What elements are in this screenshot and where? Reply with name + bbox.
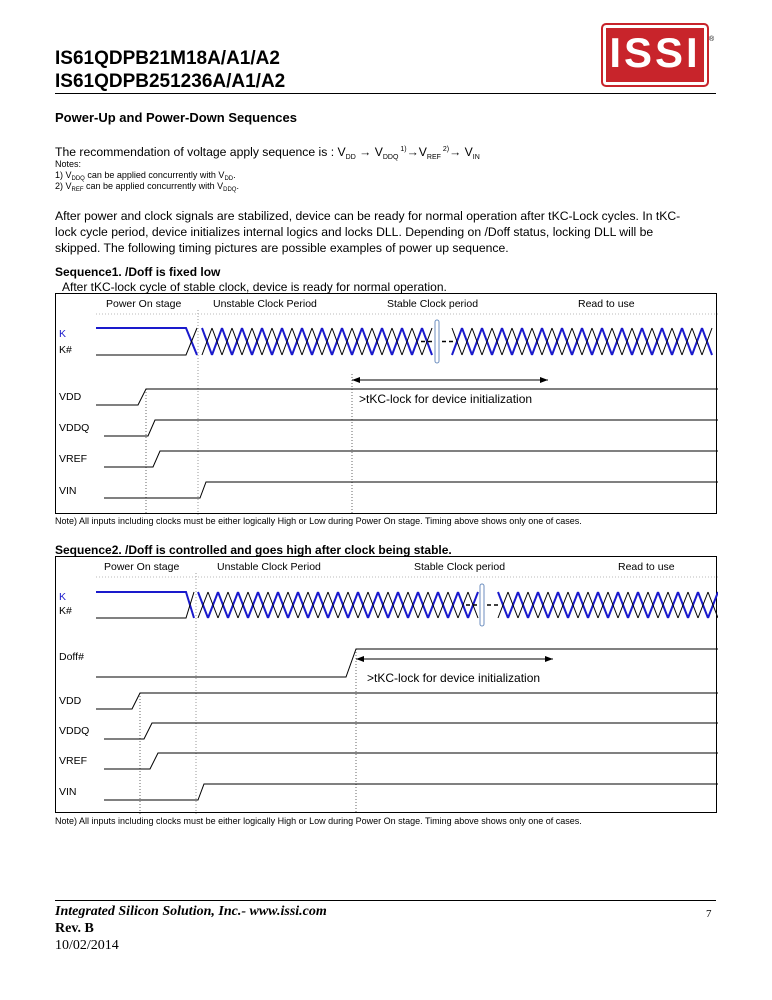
sub-ddq: DDQ — [382, 154, 399, 161]
seq1-tkc-arrow — [352, 374, 548, 515]
seq1-note: Note) All inputs including clocks must be either logically High or Low during Power On stage. Timing above shows only one of cases. — [55, 516, 582, 526]
voltage-sequence-line — [55, 144, 720, 163]
seq2-arrow-label: >tKC-lock for device initialization — [367, 671, 541, 685]
header-rule — [55, 93, 716, 94]
seq2-tkc-arrow — [356, 656, 553, 662]
seq1-subtitle: After tKC-lock cycle of stable clock, device is ready for normal operation. — [62, 280, 447, 294]
seq1-label-vddq: VDDQ — [59, 422, 90, 434]
seq2-label-doff: Doff# — [59, 651, 84, 663]
seq1-clock-waves — [202, 320, 712, 363]
section-title: Power-Up and Power-Down Sequences — [55, 110, 297, 125]
seq2-waveforms — [56, 557, 718, 814]
n1c: can be applied concurrently with V — [84, 170, 225, 180]
seq2-label-vin: VIN — [59, 786, 77, 798]
paragraph-line1: After power and clock signals are stabilized, device can be ready for normal operation after tKC-Lock cycles. In tKC- — [55, 209, 681, 223]
seq1-arrow-label: >tKC-lock for device initialization — [359, 392, 533, 406]
seq2-label-vref: VREF — [59, 755, 88, 767]
seq2-title: Sequence2. /Doff is controlled and goes high after clock being stable. — [55, 543, 452, 557]
seq2-label-k: K — [59, 591, 67, 603]
footer-company: Integrated Silicon Solution, Inc.- www.issi.com — [55, 904, 327, 919]
seq2-timing-diagram — [55, 556, 717, 813]
n2d: DDQ — [223, 187, 237, 193]
clock-break-marker — [435, 320, 439, 363]
sup-2: 2) — [440, 146, 450, 153]
arrow-v: → V — [355, 145, 383, 159]
sub-dd: DD — [345, 154, 356, 161]
sup-1: 1) — [398, 146, 407, 153]
doc-title-line1: IS61QDPB21M18A/A1/A2 — [55, 48, 280, 69]
n1a: 1) V — [55, 170, 72, 180]
seq2-stage-power-on: Power On stage — [104, 561, 180, 573]
arrow-v3: → V — [449, 145, 473, 159]
n1d: DD — [224, 176, 234, 182]
arrow-v2: →V — [406, 145, 427, 159]
n2c: can be applied concurrently with V — [83, 181, 224, 191]
registered-mark: ® — [709, 36, 715, 43]
page-number: 7 — [706, 908, 712, 920]
n1e: . — [233, 170, 236, 180]
seq1-label-kbar: K# — [59, 344, 72, 356]
seq1-stage-power-on: Power On stage — [106, 298, 182, 310]
sub-ref: REF — [426, 154, 441, 161]
seq2-stage-unstable: Unstable Clock Period — [217, 561, 321, 573]
notes-label: Notes: — [55, 159, 82, 169]
seq1-stage-read: Read to use — [578, 298, 635, 310]
seq1-label-vdd: VDD — [59, 391, 82, 403]
seq1-stage-stable: Stable Clock period — [387, 298, 479, 310]
sub-in: IN — [472, 154, 480, 161]
n2a: 2) V — [55, 181, 72, 191]
seq2-note: Note) All inputs including clocks must be either logically High or Low during Power On stage. Timing above shows only one of cases. — [55, 816, 582, 826]
doc-title-line2: IS61QDPB251236A/A1/A2 — [55, 71, 286, 92]
intro-paragraph — [55, 208, 720, 256]
recommend-text: The recommendation of voltage apply sequence is : V — [55, 145, 346, 159]
seq1-waveforms — [56, 294, 718, 515]
n2b: REF — [71, 187, 84, 193]
n1b: DDQ — [71, 176, 85, 182]
clock-break-marker — [480, 584, 484, 626]
seq1-label-vref: VREF — [59, 453, 88, 465]
seq2-stage-read: Read to use — [618, 561, 675, 573]
seq1-label-k: K — [59, 328, 67, 340]
seq2-label-kbar: K# — [59, 605, 72, 617]
paragraph-line2: lock cycle period, device initializes internal logics and locks DLL. Depending on /Doff status, locking DLL will be — [55, 225, 654, 239]
seq1-title: Sequence1. /Doff is fixed low — [55, 265, 221, 279]
issi-logo — [603, 25, 707, 85]
seq2-label-vddq: VDDQ — [59, 725, 90, 737]
seq2-label-vdd: VDD — [59, 695, 82, 707]
n2e: . — [236, 181, 239, 191]
footer-rule — [55, 900, 716, 901]
seq1-stage-unstable: Unstable Clock Period — [213, 298, 317, 310]
seq1-label-vin: VIN — [59, 485, 77, 497]
logo-text: ISSI — [609, 29, 701, 76]
footer-date: 10/02/2014 — [55, 938, 119, 953]
seq2-clock-waves — [198, 584, 718, 626]
seq1-timing-diagram — [55, 293, 717, 514]
paragraph-line3: skipped. The following timing pictures are possible examples of power up sequence. — [55, 241, 509, 255]
footer-rev: Rev. B — [55, 921, 94, 936]
note-2 — [55, 181, 239, 194]
seq2-stage-stable: Stable Clock period — [414, 561, 506, 573]
